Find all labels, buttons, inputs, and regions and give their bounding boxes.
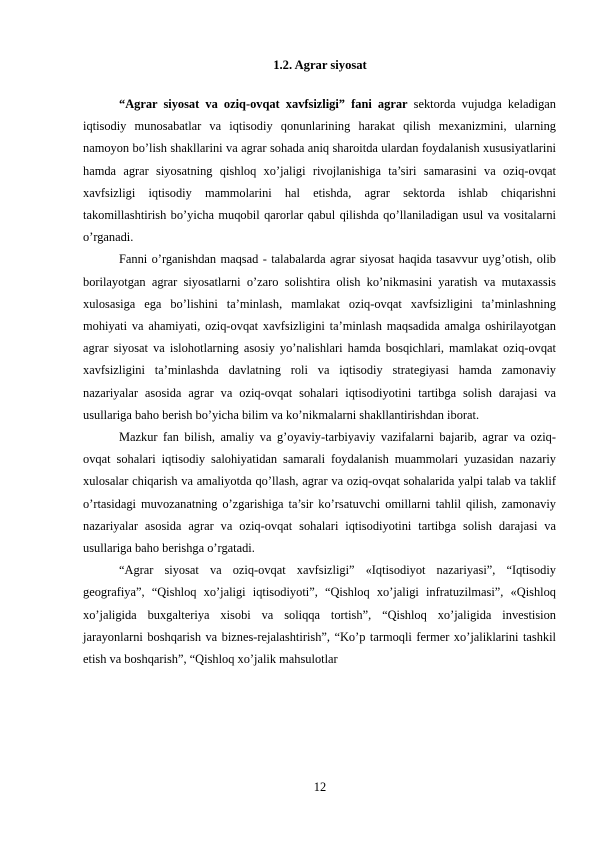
page-number: 12 xyxy=(313,780,327,794)
body-text xyxy=(83,93,556,670)
paragraph-1 xyxy=(83,93,556,248)
paragraph-2: Fanni o’rganishdan maqsad - talabalarda agrar siyosat haqida tasavvur uyg’otish, olib borilayotgan agrar siyosatlarni o’zaro solishtira olish ko’nikmasini yaratish va mutaxassis xulosasiga ega bo’lishini ta’minlash, mamlakat oziq-ovqat xavfsizligini ta’minlashning mohiyati va ahamiyati, oziq-ovqat xavfsizligini ta’minlash maqsadida amalga oshirilayotgan agrar siyosat va islohotlarning asosiy yo’nalishlari hamda bosqichlari, mamlakat oziq-ovqat xavfsizligini ta’minlashda davlatning roli va iqtisodiy strategiyasi hamda zamonaviy nazariyalar asosida agrar va oziq-ovqat sohalari iqtisodiyotini tartibga solish darajasi va usullariga baho berish bo’yicha bilim va ko’nikmalarni shakllantirishdan iborat. xyxy=(83,252,556,422)
paragraph-1-bold-lead: “Agrar siyosat va oziq-ovqat xavfsizligi” fani agrar xyxy=(119,97,408,111)
paragraph-3: Mazkur fan bilish, amaliy va g’oyaviy-tarbiyaviy vazifalarni bajarib, agrar va oziq-ovqat sohalari iqtisodiy salohiyatidan samarali foydalanish muammolari yuzasidan nazariy xulosalar chiqarish va amaliyotda qo’llash, agrar va oziq-ovqat sohalarida yalpi talab va taklif o’rtasidagi muvozanatning o’zgarishiga ta’sir ko’rsatuvchi omillarni tahlil qilish, zamonaviy nazariyalar asosida agrar va oziq-ovqat sohalari iqtisodiyotini tartibga solish darajasi va usullariga baho berishga o’rgatadi. xyxy=(83,430,556,556)
section-heading: 1.2. Agrar siyosat xyxy=(273,58,367,72)
paragraph-4: “Agrar siyosat va oziq-ovqat xavfsizligi” «Iqtisodiyot nazariyasi”, “Iqtisodiy geografiya”, “Qishloq xo’jaligi iqtisodiyoti”, “Qishloq xo’jaligi infratuzilmasi”, «Qishloq xo’jaligida buxgalteriya xisobi va soliqqa tortish”, “Qishloq xo’jaligida investision jarayonlarni boshqarish va biznes-rejalashtirish”, “Ko’p tarmoqli fermer xo’jaliklarini tashkil etish va boshqarish”, “Qishloq xo’jalik mahsulotlar xyxy=(83,563,556,667)
paragraph-1-text: sektorda vujudga keladigan iqtisodiy munosabatlar va iqtisodiy qonunlarining harakat qilish mexanizmini, ularning namoyon bo’lish shakllarini va agrar sohada aniq sharoitda ulardan foydalanish xususiyatlarini hamda agrar siyosatning qishloq xo’jaligi rivojlanishiga ta’siri samarasini va oziq-ovqat xavfsizligi iqtisodiy mammolarini hal etishda, agrar sektorda ishlab chiqarishni takomillashtirish bo’yicha muqobil qarorlar qabul qilishda qo’llaniladigan usul va vositalarni o’rganadi. xyxy=(83,97,557,245)
